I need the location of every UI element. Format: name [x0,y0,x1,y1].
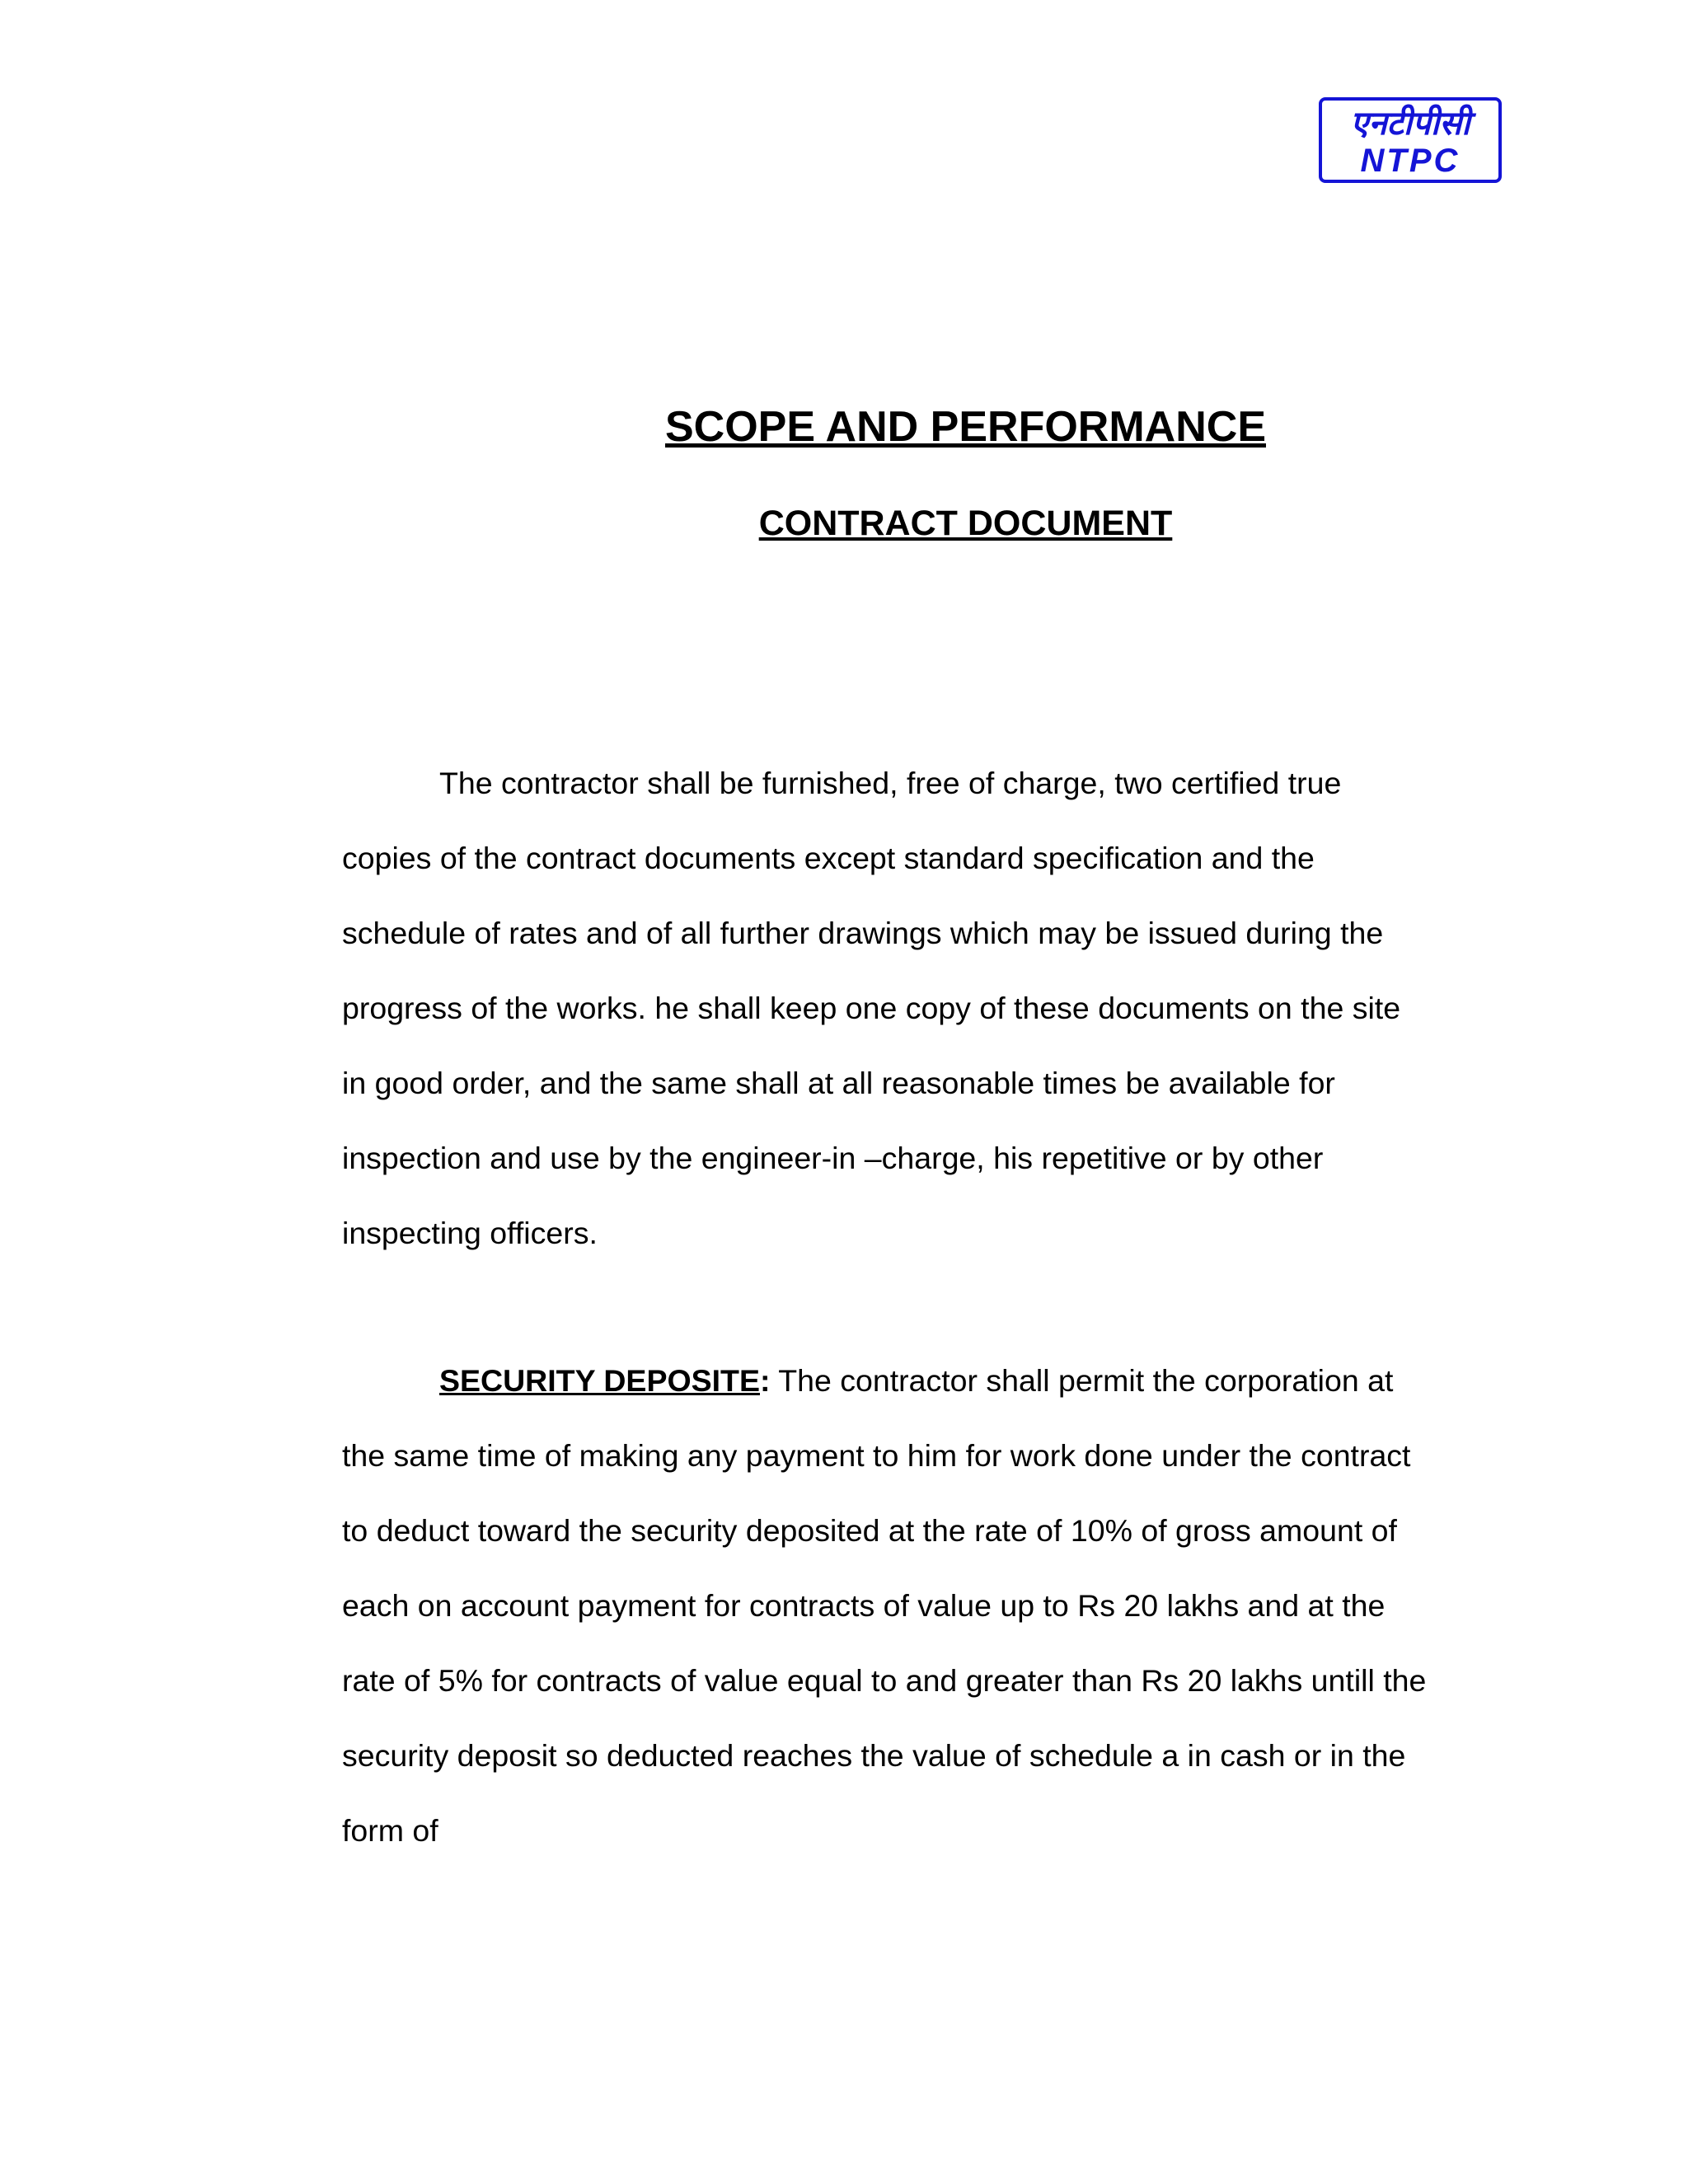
heading-colon: : [759,1363,771,1398]
paragraph-security-deposit [342,1343,1512,1868]
paragraph-line: security deposit so deducted reaches the value of schedule a in cash or in the [342,1738,1406,1773]
paragraph-line: each on account payment for contracts of value up to Rs 20 lakhs and at the [342,1588,1386,1623]
paragraph-line: in good order, and the same shall at all reasonable times be available for [342,1066,1335,1100]
paragraph-line: to deduct toward the security deposited at the rate of 10% of gross amount of [342,1513,1397,1548]
paragraph-first-line [342,1343,1512,1418]
security-deposit-heading: SECURITY DEPOSITE [439,1363,760,1398]
paragraph-line: inspection and use by the engineer-in –charge, his repetitive or by other [342,1141,1324,1175]
paragraph-contract-documents [342,746,1512,1271]
paragraph-line: the same time of making any payment to him for work done under the contract [342,1438,1411,1473]
paragraph-line: form of [342,1813,438,1848]
paragraph-line: The contractor shall be furnished, free of charge, two certified true [439,766,1342,800]
logo-english-text: NTPC [1360,143,1461,179]
logo-hindi-text: एनटीपीसी [1350,105,1470,142]
ntpc-logo [1319,97,1502,183]
paragraph-line: schedule of rates and of all further drawings which may be issued during the [342,916,1384,950]
page-title: SCOPE AND PERFORMANCE [664,403,1266,451]
paragraph-line: progress of the works. he shall keep one copy of these documents on the site [342,991,1401,1025]
paragraph-line: copies of the contract documents except standard specification and the [342,841,1315,875]
paragraph-line: rate of 5% for contracts of value equal to and greater than Rs 20 lakhs untill the [342,1663,1427,1698]
page-subtitle: CONTRACT DOCUMENT [758,504,1173,543]
paragraph-line-rest: The contractor shall permit the corporation at [770,1363,1394,1398]
paragraph-line: inspecting officers. [342,1216,598,1250]
